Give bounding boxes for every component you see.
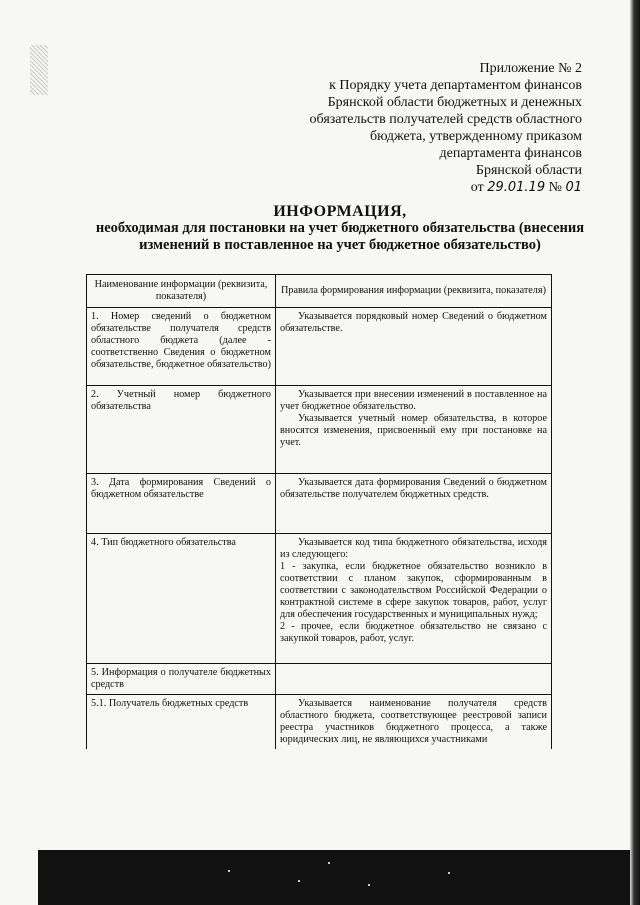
scan-bottom-edge (38, 850, 630, 905)
rule-paragraph: Указывается дата формирования Сведений о бюджетном обязательстве получателем бюджетных средств. (280, 477, 547, 500)
rule-paragraph: Указывается наименование получателя средств областного бюджета, соответствующее реестровой записи реестра участников бюджетного процесса, а также юридических лиц, не являющихся участниками (280, 698, 547, 745)
table-row (87, 386, 552, 474)
rule-paragraph: Указывается при внесении изменений в поставленное на учет бюджетное обязательство. (280, 389, 547, 412)
row-name-cell: 2. Учетный номер бюджетного обязательства (87, 386, 276, 474)
appendix-header (252, 60, 582, 196)
scan-speck (368, 884, 370, 886)
table-row (87, 664, 552, 695)
row-rule-cell (276, 534, 552, 664)
appendix-line: Приложение № 2 (479, 61, 582, 76)
row-rule-cell (276, 664, 552, 695)
row-name-cell: 5.1. Получатель бюджетных средств (87, 695, 276, 750)
appendix-line: к Порядку учета департаментом финансов (329, 78, 582, 93)
appendix-date-line (252, 179, 582, 196)
appendix-line: Брянской области (475, 163, 582, 178)
header-cell-rule: Правила формирования информации (реквизита, показателя) (276, 275, 552, 308)
row-name-cell: 5. Информация о получателе бюджетных средств (87, 664, 276, 695)
rule-paragraph: Указывается код типа бюджетного обязательства, исходя из следующего: (280, 537, 547, 560)
appendix-line: департамента финансов (439, 146, 582, 161)
title-line: необходимая для постановки на учет бюджетного обязательства (внесения (95, 220, 585, 236)
handwritten-number: 01 (565, 180, 582, 195)
appendix-line: бюджета, утвержденному приказом (370, 129, 582, 144)
row-rule-cell (276, 386, 552, 474)
appendix-line: обязательств получателей средств областного (309, 112, 582, 127)
number-prefix: № (548, 180, 562, 195)
information-table (86, 274, 552, 749)
document-title (80, 203, 600, 254)
row-rule-cell (276, 308, 552, 386)
title-main: ИНФОРМАЦИЯ, (273, 203, 407, 220)
table-row (87, 695, 552, 750)
scan-edge (630, 0, 640, 905)
row-name-cell: 4. Тип бюджетного обязательства (87, 534, 276, 664)
rule-paragraph: Указывается учетный номер обязательства, в которое вносятся изменения, присвоенный ему при постановке на учет. (280, 413, 547, 448)
scan-speck (228, 870, 230, 872)
table-header-row (87, 275, 552, 308)
rule-paragraph: 2 - прочее, если бюджетное обязательство не связано с закупкой товаров, работ, услуг. (280, 621, 547, 644)
date-prefix: от (470, 180, 484, 195)
row-name-cell: 1. Номер сведений о бюджетном обязательстве получателя средств областного бюджета (далее - соответственно Сведения о бюджетном обязательстве, бюджетное обязательство) (87, 308, 276, 386)
appendix-line: Брянской области бюджетных и денежных (327, 95, 582, 110)
row-name-cell: 3. Дата формирования Сведений о бюджетном обязательстве (87, 474, 276, 534)
row-rule-cell (276, 695, 552, 750)
row-rule-cell (276, 474, 552, 534)
rule-paragraph: 1 - закупка, если бюджетное обязательство возникло в соответствии с планом закупок, сформированным в соответствии с законодательством Российской Федерации о контрактной системе в сфере закупок товаров, работ, услуг для обеспечения государственных и муниципальных нужд; (280, 561, 547, 620)
scan-speck (448, 872, 450, 874)
table-row (87, 308, 552, 386)
title-line: изменений в поставленное на учет бюджетное обязательство) (139, 237, 541, 253)
header-cell-name: Наименование информации (реквизита, показателя) (87, 275, 276, 308)
scan-artifact (30, 45, 48, 95)
rule-paragraph: Указывается порядковый номер Сведений о бюджетном обязательстве. (280, 311, 547, 334)
table-row (87, 534, 552, 664)
table-row (87, 474, 552, 534)
handwritten-date: 29.01.19 (487, 180, 546, 195)
scan-speck (298, 880, 300, 882)
scan-speck (328, 862, 330, 864)
